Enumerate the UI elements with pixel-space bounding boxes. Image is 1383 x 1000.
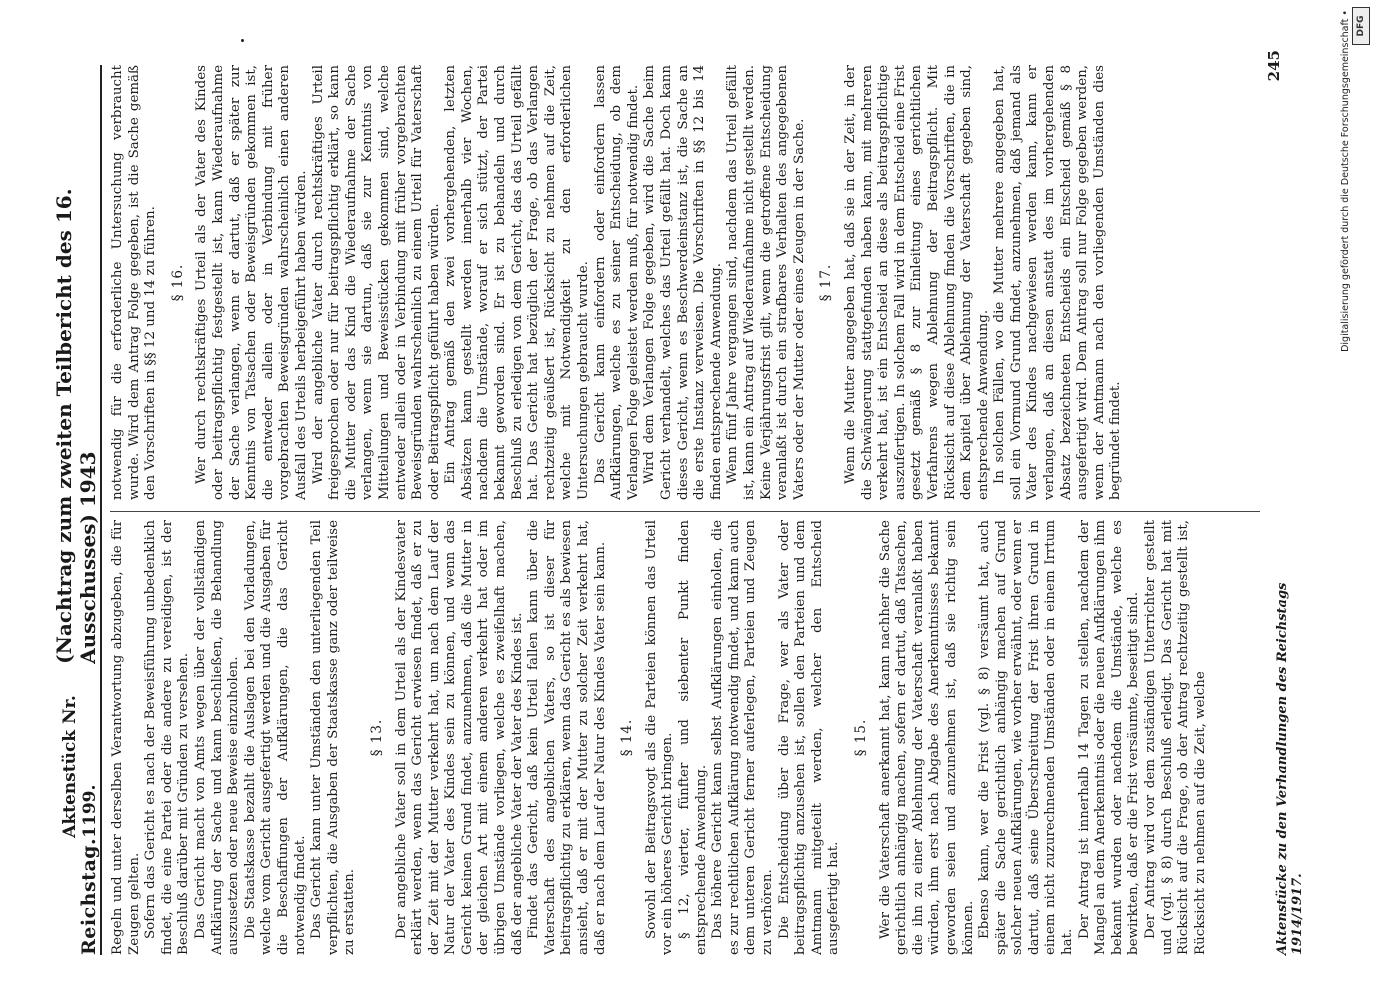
paragraph: Der angebliche Vater soll in dem Urteil als der Kindesvater erklärt werden, wenn das Gericht erwiesen findet, daß er zu der Zeit mit der Mutter verkehrt hat, um nach dem Lauf der Natur der Vater des Kindes sein zu können, und wenn das Gericht keinen Grund findet, anzunehmen, daß die Mutter in der gleichen Art mit einem anderen verkehrt hat oder im übrigen Umstände vorliegen, welche es zweifelhaft machen, daß der angebliche Vater der Vater des Kindes ist. bbox=[393, 520, 525, 955]
paragraph: Ebenso kann, wer die Frist (vgl. § 8) versäumt hat, auch später die Sache gerichtlich anhängig machen auf Grund solcher neuen Aufklärungen, wie vorher erwähnt, oder wenn er dartut, daß seine Überschreitung der Frist ihren Grund in einem nicht zuzurechnenden Umständen oder in einem Irrtum hat. bbox=[977, 520, 1076, 955]
header-document-number: Aktenstück Nr. 1199. bbox=[60, 695, 100, 838]
scan-speck bbox=[241, 39, 244, 42]
paragraph: Wenn fünf Jahre vergangen sind, nachdem das Urteil gefällt ist, kann ein Antrag auf Wiederaufnahme nicht gestellt werden. Keine Verjährungsfrist gilt, wenn die getroffene Entscheidung veranlaßt ist durch ein strafbares Verhalten des angegebenen Vaters oder der Mutter oder eines Zeugen in der Sache. bbox=[725, 65, 807, 500]
paragraph: Der Antrag wird vor dem zuständigen Unterrichter gestellt und (vgl. § 8) durch Beschluß erledigt. Das Gericht hat mit Rücksicht auf die Frage, ob der Antrag rechtzeitig gestellt ist, Rücksicht zu nehmen auf die Zeit, welche bbox=[1143, 520, 1208, 955]
section-heading: § 17. bbox=[818, 263, 835, 302]
section-heading: § 15. bbox=[852, 718, 869, 757]
paragraph: Wird der angebliche Vater durch rechtskräftiges Urteil freigesprochen oder nur für beitragspflichtig erklärt, so kann die Mutter oder das Kind die Wiederaufnahme der Sache verlangen, wenn sie dartun, daß sie zur Kenntnis von Mitteilungen und Beweisstücken gekommen sind, welche entweder allein oder in Verbindung mit früher vorgebrachten Beweisgründen wahrscheinlich zu einem Urteil für Vaterschaft oder Beitragspflicht geführt haben würden. bbox=[310, 65, 442, 500]
page-number: 245 bbox=[1265, 50, 1283, 82]
section-heading: § 16. bbox=[169, 263, 186, 302]
paragraph: Die Staatskasse bezahlt die Auslagen bei den Vorladungen, welche vom Gericht ausgefertigt werden und die Ausgaben für die Beschaffungen der Aufklärungen, die das Gericht notwendig findet. bbox=[242, 520, 308, 955]
paragraph: Das Gericht macht von Amts wegen über der vollständigen Aufklärung der Sache und kann beschließen, die Behandlung auszusetzen oder neue Beweise einzuholen. bbox=[192, 520, 242, 955]
paragraph: Regeln und unter derselben Verantwortung abzugeben, die für Zeugen gelten. bbox=[110, 520, 142, 955]
page-footer: Aktenstücke zu den Verhandlungen des Reichstags 1914/1917. bbox=[1275, 582, 1305, 955]
paragraph: Wird dem Verlangen Folge gegeben, wird die Sache beim Gericht verhandelt, welches das Urteil gefällt hat. Doch kann dieses Gericht, wenn es Beschwerdeinstanz ist, die Sache an die erste Instanz verweisen. Die Vorschriften in §§ 12 bis 14 finden entsprechende Anwendung. bbox=[642, 65, 724, 500]
header-right: (Nachtrag zum zweiten Teilbericht des 16. Ausschusses) 1943 bbox=[52, 188, 100, 664]
paragraph: Wer die Vaterschaft anerkannt hat, kann nachher die Sache gerichtlich anhängig machen, sofern er dartut, daß Tatsachen, die ihn zu einer Ablehnung der Vaterschaft veranlaßt haben würden, ihm erst nach Abgabe des Anerkenntnisses bekannt geworden seien und anzunehmen ist, daß sie richtig sein können. bbox=[877, 520, 976, 955]
paragraph: Ein Antrag gemäß den zwei vorhergehenden, letzten Absätzen kann gestellt werden innerhalb vier Wochen, nachdem die Umstände, worauf er sich stützt, der Partei bekannt geworden sind. Er ist zu behandeln und durch Beschluß zu erledigen von dem Gericht, das das Urteil gefällt hat. Das Gericht hat bezüglich der Frage, ob das Verlangen rechtzeitig geäußert ist, Rücksicht zu nehmen auf die Zeit, welche mit Notwendigkeit zu den erforderlichen Untersuchungen gebraucht wurde. bbox=[443, 65, 592, 500]
paragraph: Wenn die Mutter angegeben hat, daß sie in der Zeit, in der die Schwängerung stattgefunden haben kann, mit mehreren verkehrt hat, ist ein Entscheid an diese als beitragspflichtige auszufertigen. In solchem Fall wird in dem Entscheid eine Frist gesetzt gemäß § 8 zur Einleitung eines gerichtlichen Verfahrens wegen Ablehnung der Beitragspflicht. Mit Rücksicht auf diese Ablehnung finden die Vorschriften, die in dem Kapitel über Ablehnung der Vaterschaft gegeben sind, entsprechende Anwendung. bbox=[842, 65, 991, 500]
section-heading: § 13. bbox=[368, 718, 385, 757]
paragraph: § 12, vierter, fünfter und siebenter Punkt finden entsprechende Anwendung. bbox=[677, 520, 709, 955]
paragraph: Findet das Gericht, daß kein Urteil fallen kann über die Vaterschaft des angeblichen Vaters, so ist dieser für beitragspflichtig zu erklären, wenn das Gericht es als bewiesen ansieht, daß er mit der Mutter zu solcher Zeit verkehrt hat, daß er nach dem Lauf der Natur des Kindes Vater sein kann. bbox=[526, 520, 608, 955]
paragraph: notwendig für die erforderliche Untersuchung verbraucht wurde. Wird dem Antrag Folge gegeben, ist die Sache gemäß den Vorschriften in §§ 12 und 14 zu führen. bbox=[110, 65, 159, 500]
section-heading: § 14. bbox=[619, 718, 636, 757]
paragraph: Wer durch rechtskräftiges Urteil als der Vater des Kindes oder beitragspflichtig festgestellt ist, kann Wiederaufnahme der Sache verlangen, wenn er dartut, daß er später zur Kenntnis von Tatsachen oder Beweisgründen gekommen ist, die entweder allein oder in Verbindung mit früher vorgebrachten Beweisgründen wahrscheinlich einen anderen Ausfall des Urteils herbeigeführt haben würden. bbox=[194, 65, 309, 500]
dfg-logo: DFG bbox=[1352, 7, 1370, 45]
right-column bbox=[110, 65, 1270, 500]
left-column bbox=[110, 520, 1270, 955]
paragraph: Sowohl der Beitragsvogt als die Parteien können das Urteil vor ein höheres Gericht bringen. bbox=[643, 520, 676, 955]
column-divider bbox=[110, 511, 1260, 512]
paragraph: Das Gericht kann unter Umständen den unterliegenden Teil verpflichten, die Ausgaben der Staatskasse ganz oder teilweise zu erstatten. bbox=[309, 520, 358, 955]
paragraph: In solchen Fällen, wo die Mutter mehrere angegeben hat, soll ein Vormund Grund findet, anzunehmen, daß jemand als Vater des Kindes nachgewiesen werden kann, kann er verlangen, daß an diesen anstatt des im vorhergehenden Absatz bezeichneten Entscheids ein Entscheid gemäß § 8 ausgefertigt wird. Dem Antrag soll nur Folge gegeben werden, wenn der Amtmann nach den vorliegenden Umständen dies begründet findet. bbox=[992, 65, 1124, 500]
paragraph: Das höhere Gericht kann selbst Aufklärungen einholen, die es zur rechtlichen Aufklärung notwendig findet, und kann auch dem unteren Gericht ferner auferlegen, Parteien und Zeugen zu verhören. bbox=[710, 520, 775, 955]
paragraph: Der Antrag ist innerhalb 14 Tagen zu stellen, nachdem der Mangel an dem Anerkenntnis oder die neuen Aufklärungen ihm bekannt wurden oder nachdem die Umstände, welche es bewirkten, daß er die Frist versäumte, beseitigt sind. bbox=[1076, 520, 1142, 955]
paragraph: Das Gericht kann einfordern oder einfordern lassen Aufklärungen, welche es zu seiner Entscheidung, ob dem Verlangen Folge geleistet werden muß, für notwendig findet. bbox=[592, 65, 641, 500]
paragraph: Sofern das Gericht es nach der Beweisführung unbedenklich findet, die eine Partei oder die andere zu vereidigen, ist der Beschluß darüber mit Gründen zu versehen. bbox=[143, 520, 192, 955]
paragraph: Die Entscheidung über die Frage, wer als Vater oder beitragspflichtig anzusehen ist, sollen den Parteien und dem Amtmann mitgeteilt werden, welcher den Entscheid ausgefertigt hat. bbox=[776, 520, 842, 955]
page-header bbox=[52, 65, 102, 955]
header-left: Reichstag. bbox=[78, 837, 100, 955]
digitization-note: Digitalisierung gefördert durch die Deutsche Forschungsgemeinschaft • bbox=[1340, 10, 1351, 352]
